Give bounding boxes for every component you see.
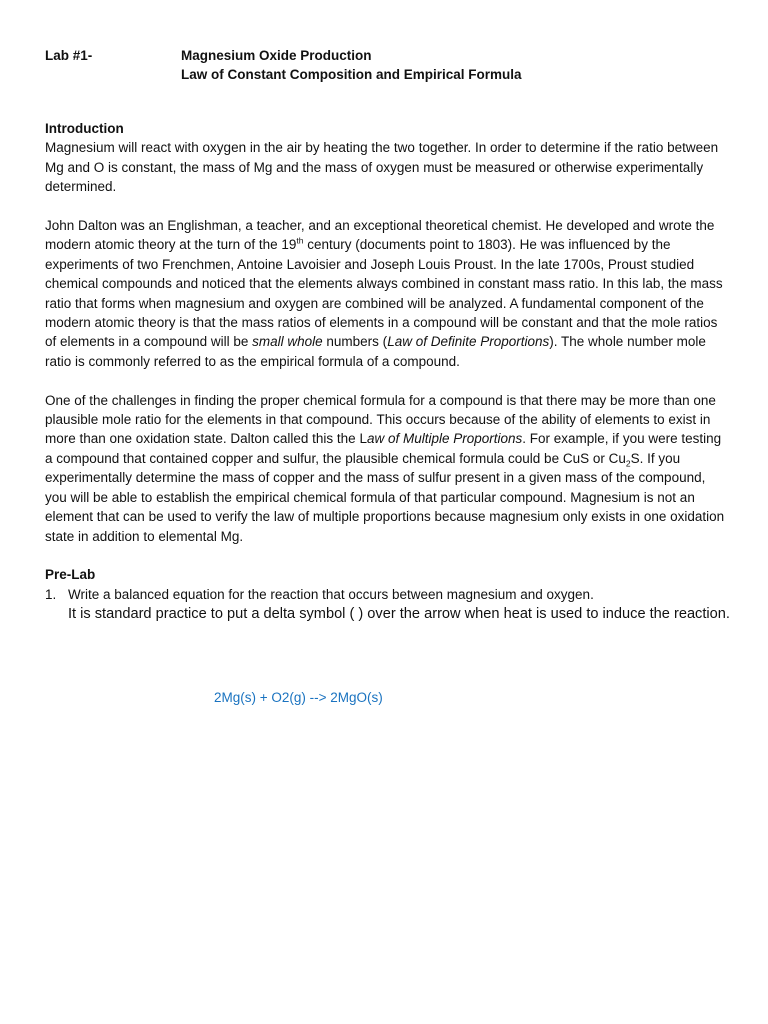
question-text: Write a balanced equation for the reaction that occurs between magnesium and oxygen.: [68, 586, 594, 602]
lab-number: Lab #1-: [45, 48, 93, 63]
practice-note: It is standard practice to put a delta symbol ( ) over the arrow when heat is used to induce the reaction.: [68, 606, 730, 623]
introduction-heading: Introduction: [45, 121, 124, 136]
question-number: 1.: [45, 586, 57, 602]
intro-paragraph-1: Magnesium will react with oxygen in the air by heating the two together. In order to determine if the ratio between Mg and O is constant, the mass of Mg and the mass of oxygen must be measured or otherwise experimentally determined.: [45, 140, 719, 195]
document-body: [45, 119, 730, 624]
answer-equation: 2Mg(s) + O2(g) --> 2MgO(s): [214, 690, 383, 705]
lab-subtitle: Law of Constant Composition and Empirical Formula: [181, 67, 522, 82]
prelab-question-1: [45, 585, 725, 604]
intro-paragraph-3: One of the challenges in finding the proper chemical formula for a compound is that there may be more than one plausible mole ratio for the elements in that compound. This occurs because of the ability of elements to exist in more than one oxidation state. Dalton called this the Law of Multiple Proportions. For example, if you were testing a compound that contained copper and sulfur, the plausible chemical formula could be CuS or $Cu_2S$. If you experimentally determine the mass of copper and the mass of sulfur present in a given mass of the compound, you will be able to establish the empirical chemical formula of that particular compound. Magnesium is not an element that can be used to verify the law of multiple proportions because magnesium only exists in one oxidation state in addition to elemental Mg.: [45, 392, 725, 544]
lab-titles: [181, 46, 522, 84]
prelab-heading: Pre-Lab: [45, 567, 96, 583]
intro-paragraph-2: John Dalton was an Englishman, a teacher, and an exceptional theoretical chemist. He developed and wrote the modern atomic theory at the turn of the 19th century (documents point to 1803). He was influenced by the experiments of two Frenchmen, Antoine Lavoisier and Joseph Louis Proust. In the late 1700s, Proust studied chemical compounds and noticed that the elements always combined in constant mass ratio. In this lab, the mass ratio that forms when magnesium and oxygen are combined will be analyzed. A fundamental component of the modern atomic theory is that the mass ratios of elements in a compound will be constant and that the mole ratios of elements in a compound will be small whole numbers (Law of Definite Proportions). The whole number mole ratio is commonly referred to as the empirical formula of a compound.: [45, 218, 723, 369]
lab-title: Magnesium Oxide Production: [181, 48, 372, 63]
